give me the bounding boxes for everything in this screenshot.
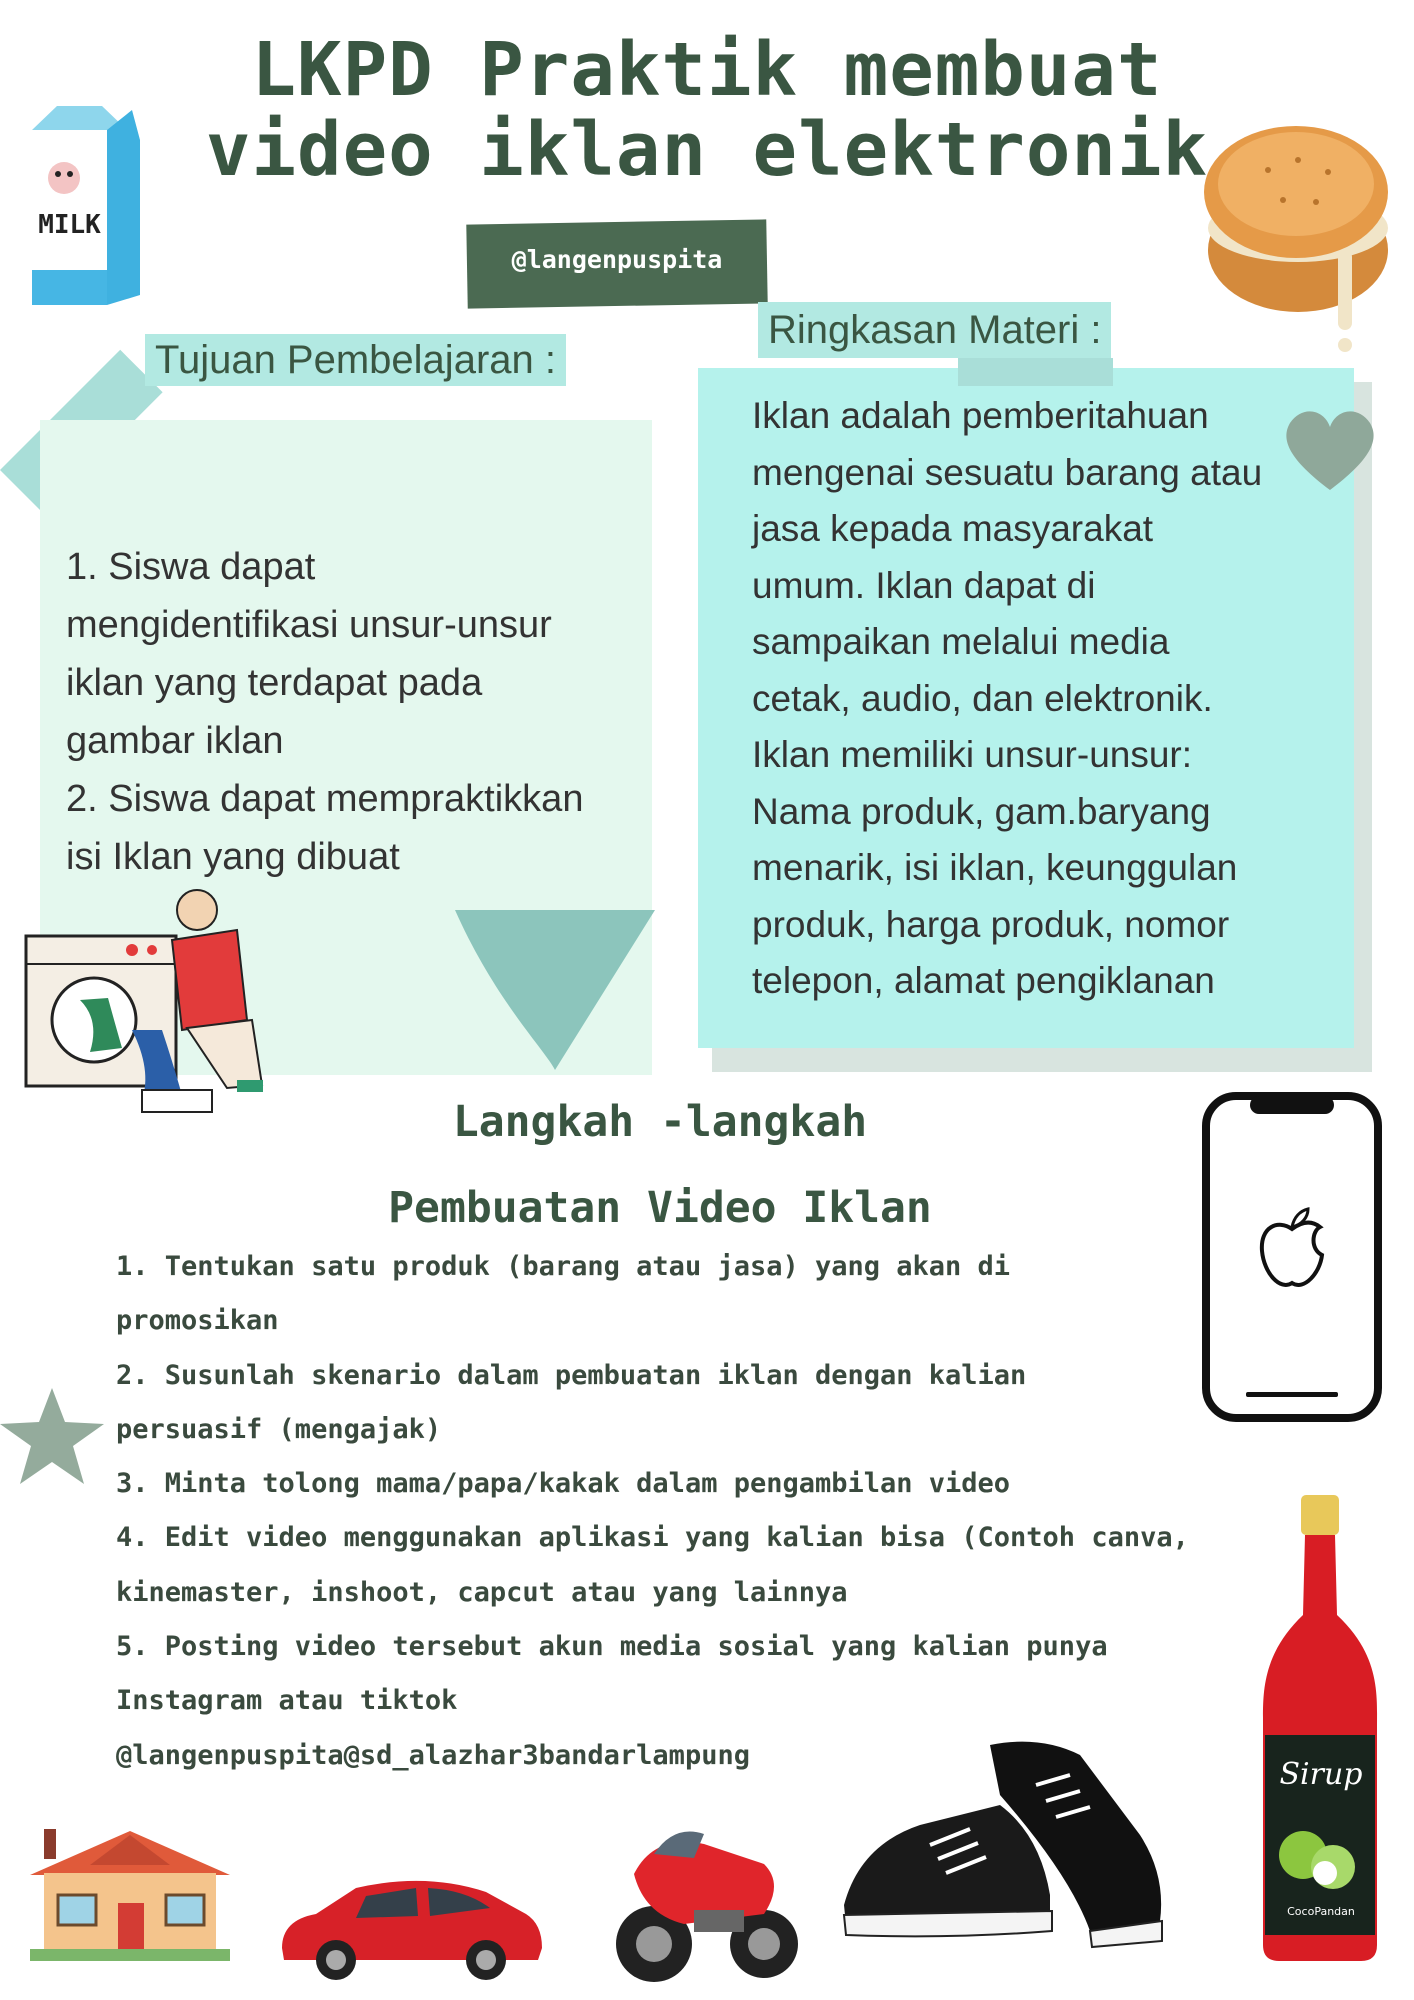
ringkasan-line: cetak, audio, dan elektronik. [752,677,1213,719]
tujuan-line: 1. Siswa dapat [66,546,316,588]
steps-heading-line-2: Pembuatan Video Iklan [388,1183,932,1233]
tujuan-line: iklan yang terdapat pada [66,662,483,704]
ringkasan-label: Ringkasan Materi : [758,302,1111,358]
ringkasan-line: produk, harga produk, nomor [752,903,1230,945]
tujuan-text [66,538,656,886]
title-line-2: video iklan elektronik [205,107,1209,193]
step-line: kinemaster, inshoot, capcut atau yang lainnya [116,1576,848,1608]
tujuan-line: gambar iklan [66,720,284,762]
step-line: persuasif (mengajak) [116,1413,442,1445]
title-line-1: LKPD Praktik membuat [251,27,1163,113]
ringkasan-line: sampaikan melalui media [752,621,1170,662]
cookie-icon [1198,100,1398,360]
milk-carton-icon [22,100,147,310]
step-line: promosikan [116,1305,279,1337]
ringkasan-line: telepon, alamat pengiklanan [752,960,1215,1001]
ringkasan-line: jasa kepada masyarakat [752,508,1154,549]
step-line: Instagram atau tiktok [116,1685,458,1717]
steps-heading [300,1082,1020,1248]
steps-list [116,1240,1296,1783]
motorcycle-icon [614,1814,804,1989]
page-curl-decoration [455,910,655,1070]
step-line: @langenpuspita@sd_alazhar3bandarlampung [116,1739,750,1771]
sneakers-icon [840,1725,1170,1955]
step-line: 5. Posting video tersebut akun media sosial yang kalian punya [116,1631,1108,1663]
tujuan-label: Tujuan Pembelajaran : [145,334,566,386]
syrup-label: Sirup [1279,1757,1363,1792]
milk-label: MILK [38,210,101,240]
tujuan-line: isi Iklan yang dibuat [66,836,400,878]
star-icon [0,1384,110,1494]
step-line: 4. Edit video menggunakan aplikasi yang kalian bisa (Contoh canva, [116,1522,1189,1554]
ringkasan-text [752,388,1342,1010]
tujuan-line: 2. Siswa dapat mempraktikkan [66,778,584,820]
step-line: 1. Tentukan satu produk (barang atau jasa) yang akan di [116,1251,1011,1282]
heart-icon [1280,405,1380,495]
ringkasan-line: mengenai sesuatu barang atau [752,451,1263,493]
ringkasan-line: Nama produk, gam.baryang [752,790,1211,832]
ringkasan-line: Iklan adalah pemberitahuan [752,395,1209,436]
step-line: 3. Minta tolong mama/papa/kakak dalam pengambilan video [116,1468,1011,1500]
ringkasan-line: umum. Iklan dapat di [752,564,1096,606]
ringkasan-tape [958,358,1113,386]
car-icon [276,1868,546,1983]
syrup-bottle-icon [1255,1495,1385,1965]
steps-heading-line-1: Langkah -langkah [452,1097,868,1147]
step-line: 2. Susunlah skenario dalam pembuatan iklan dengan kalian [116,1359,1027,1391]
ringkasan-line: Iklan memiliki unsur-unsur: [752,734,1193,775]
syrup-sublabel: CocoPandan [1287,1905,1355,1918]
washing-machine-icon [22,880,282,1120]
house-icon [30,1825,230,1965]
author-handle: @langenpuspita [511,245,723,274]
tujuan-line: mengidentifikasi unsur-unsur [66,604,552,646]
ringkasan-line: menarik, isi iklan, keunggulan [752,847,1238,888]
